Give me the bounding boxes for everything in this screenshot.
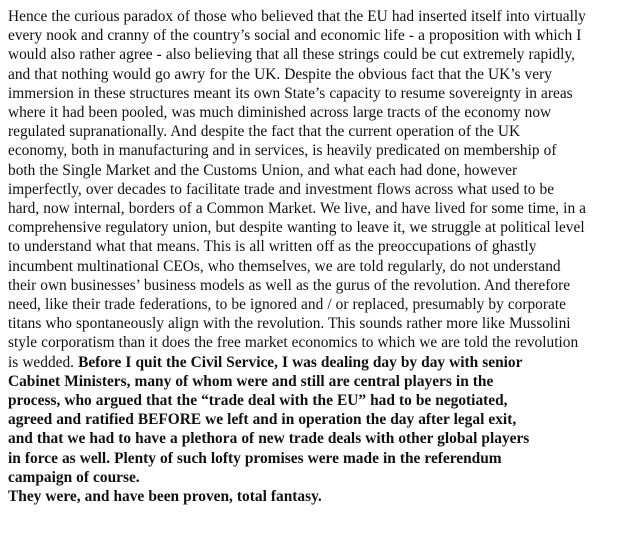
text-line: imperfectly, over decades to facilitate trade and investment flows across what used to be [8,180,555,198]
text-line: titans who spontaneously align with the revolution. This sounds rather more like Mussolini [8,315,571,333]
text-line: both the Single Market and the Customs Union, and what each had done, however [8,161,518,179]
text-line: immersion in these structures meant its own State’s capacity to resume sovereignty in areas [8,84,573,102]
text-line: their own businesses’ business models as well as the gurus of the revolution. And therefore [8,276,571,294]
bold-text-line: campaign of course. [8,468,140,486]
bold-text-line: in force as well. Plenty of such lofty promises were made in the referendum [8,449,502,467]
text-line: comprehensive regulatory union, but despite wanting to leave it, we struggle at political level [8,219,585,237]
text-line-mixed [8,353,631,372]
text-line: hard, now internal, borders of a Common Market. We live, and have lived for some time, in a [8,200,587,218]
text-line: where it had been pooled, was much diminished across large tracts of the economy now [8,104,552,122]
bold-text-line: agreed and ratified BEFORE we left and in operation the day after legal exit, [8,411,517,429]
text-line: regulated supranationally. And despite the fact that the current operation of the UK [8,123,521,141]
bold-text-line: They were, and have been proven, total fantasy. [8,488,322,506]
bold-text-line: and that we had to have a plethora of new trade deals with other global players [8,430,530,448]
text-line: need, like their trade federations, to be ignored and / or replaced, presumably by corporate [8,296,566,314]
body-text [8,7,631,506]
text-line: would also rather agree - also believing that all these strings could be cut extremely rapidly, [8,46,575,64]
text-line: every nook and cranny of the country’s social and economic life - a proposition with which I [8,27,582,45]
text-line: and that nothing would go awry for the UK. Despite the obvious fact that the UK’s very [8,65,552,83]
text-line: style corporatism than it does the free market economics to which we are told the revolution [8,334,579,352]
text-line: Hence the curious paradox of those who believed that the EU had inserted itself into virtually [8,8,586,25]
text-bold-segment: Before I quit the Civil Service, I was dealing day by day with senior [78,353,523,371]
text-line: economy, both in manufacturing and in services, is heavily predicated on membership of [8,142,557,160]
bold-text-line: process, who argued that the “trade deal with the EU” had to be negotiated, [8,392,508,410]
text-line: to understand what that means. This is all written off as the preoccupations of ghastly [8,238,537,256]
text-line: incumbent multinational CEOs, who themselves, we are told regularly, do not understand [8,257,561,275]
text-normal-segment: is wedded. [8,353,79,371]
bold-text-line: Cabinet Ministers, many of whom were and still are central players in the [8,372,494,390]
